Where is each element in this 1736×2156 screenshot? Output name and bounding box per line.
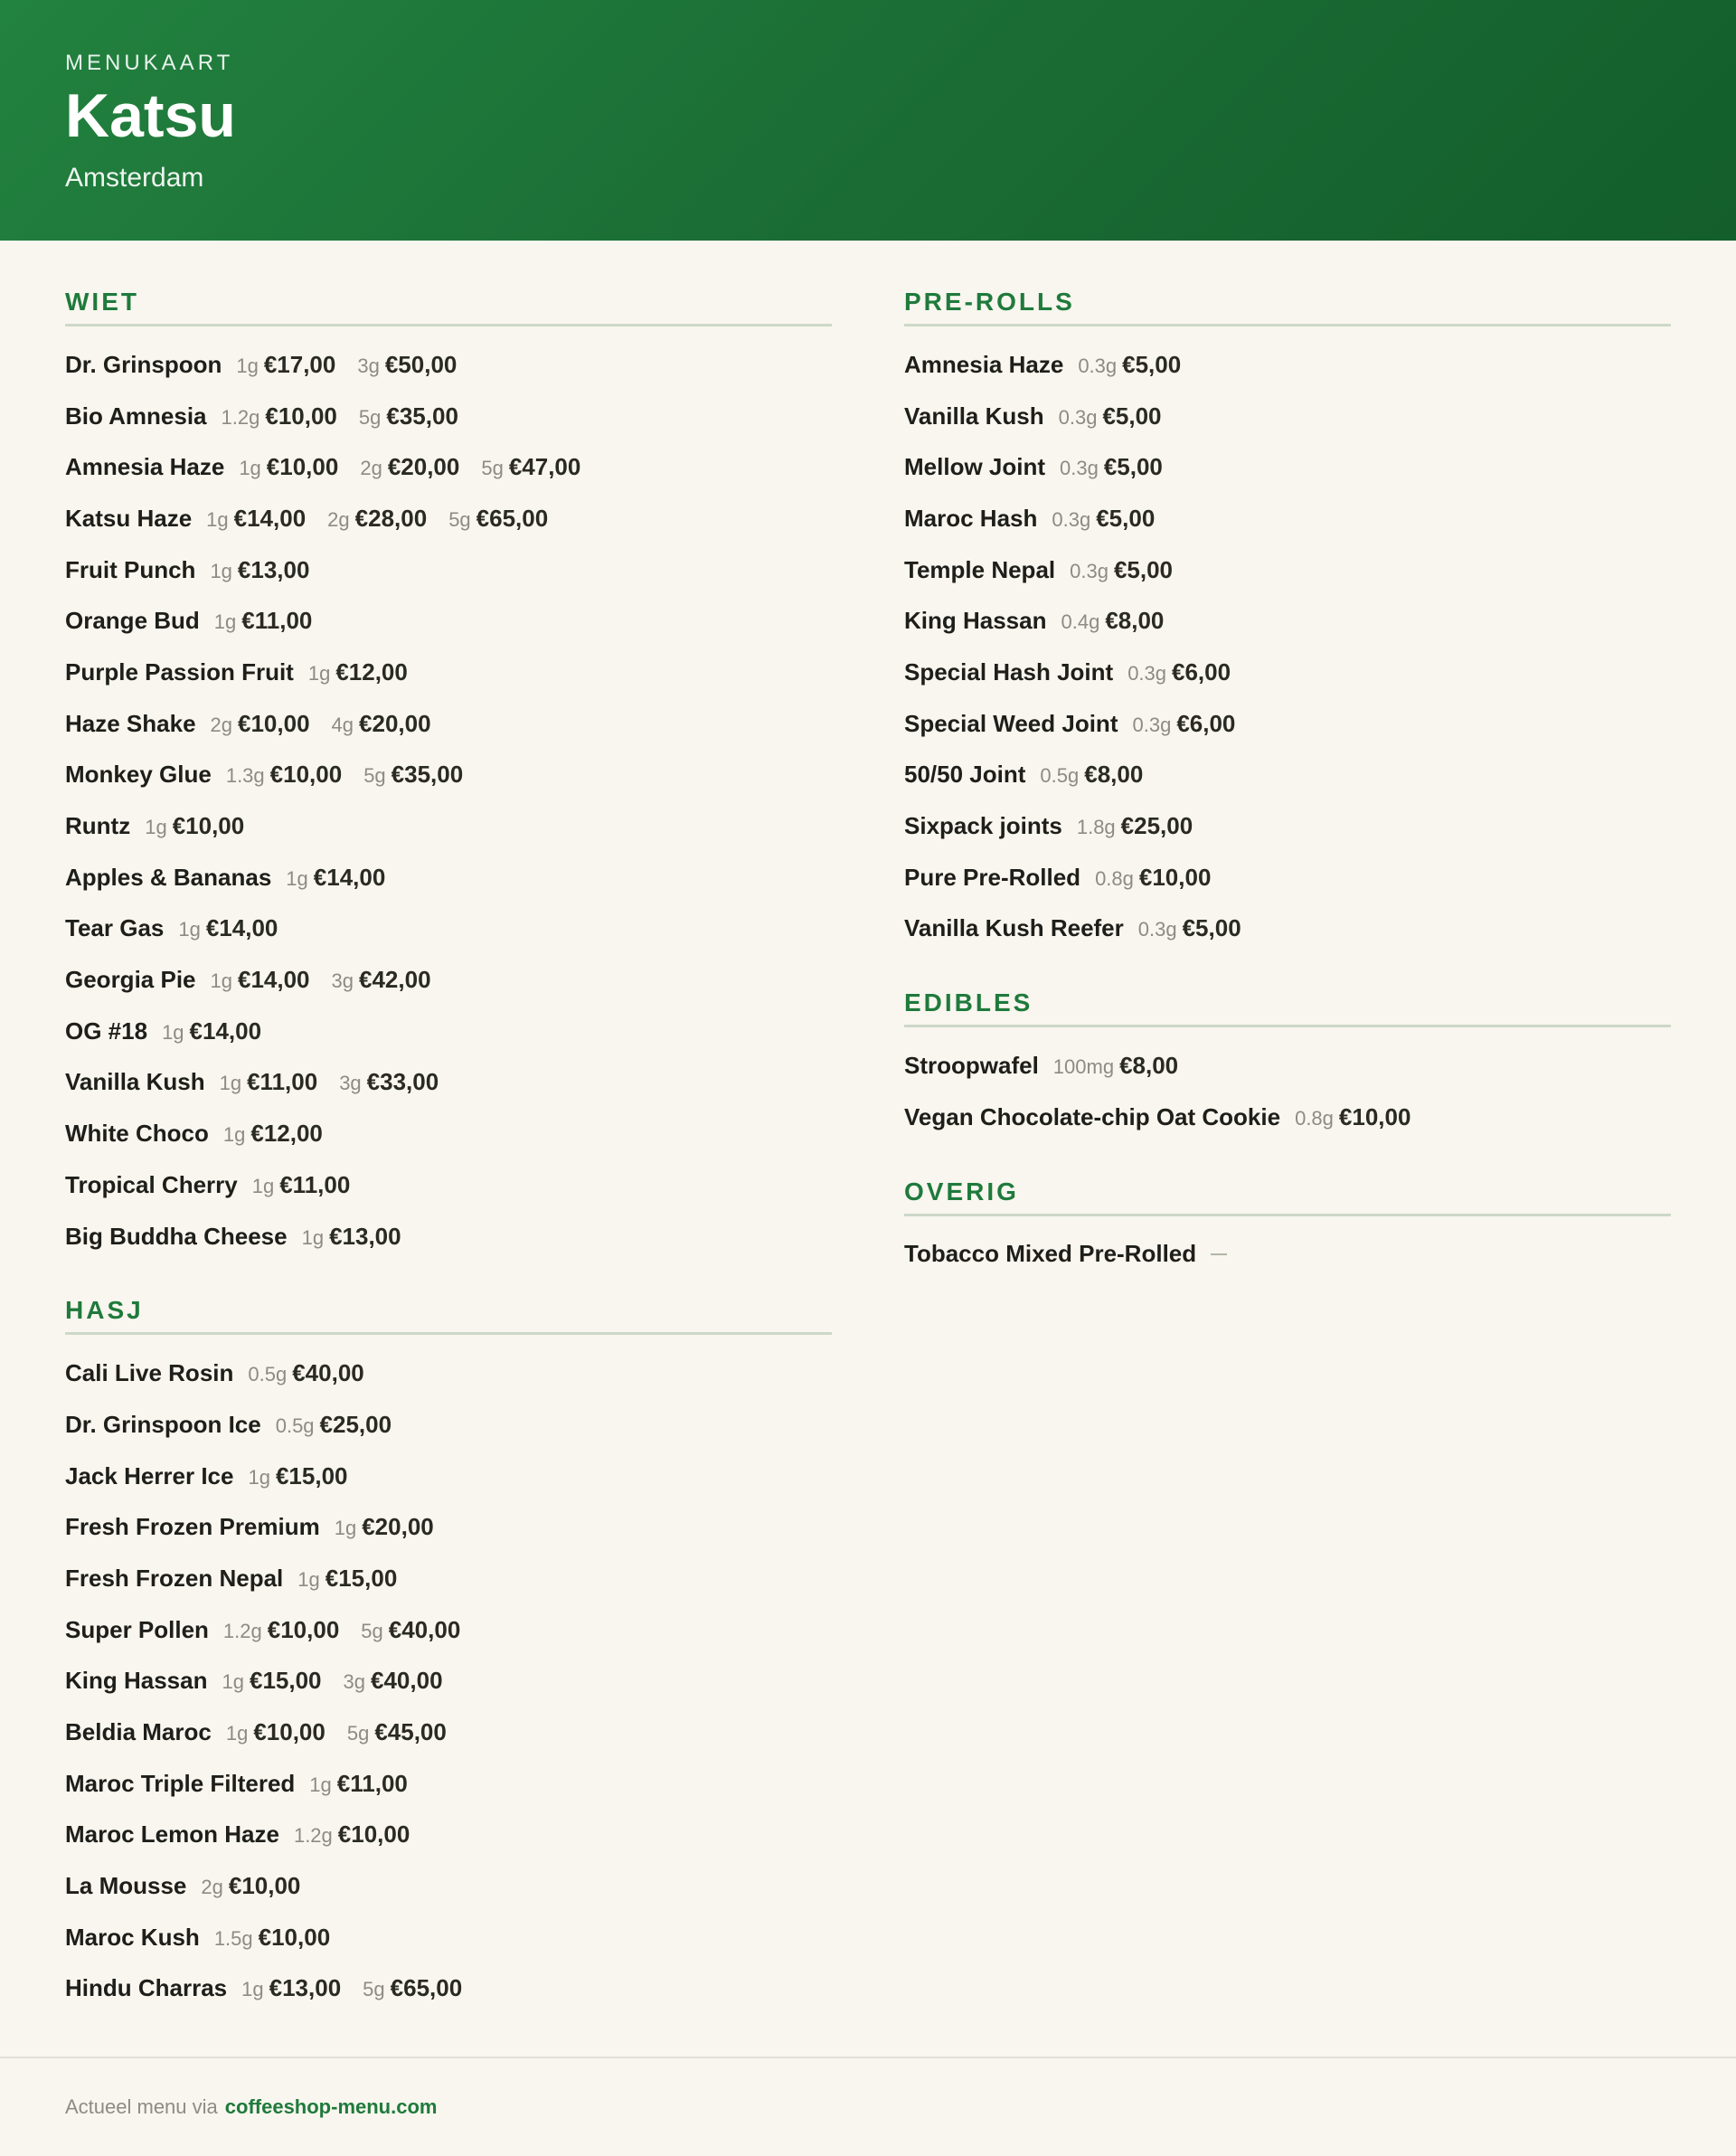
item-price: €10,00 xyxy=(1138,863,1212,891)
price-tier xyxy=(206,505,306,533)
item-price: €28,00 xyxy=(354,504,428,532)
price-tier xyxy=(1127,658,1231,686)
section-edibles xyxy=(904,988,1671,1142)
price-tier xyxy=(241,1974,341,2002)
price-tier xyxy=(339,1068,439,1096)
price-tier xyxy=(360,453,459,481)
item-quantity: 1g xyxy=(241,1978,264,2001)
item-quantity: 5g xyxy=(358,405,382,429)
price-tier xyxy=(223,1120,323,1148)
price-tier xyxy=(162,1017,261,1045)
menu-item xyxy=(65,1006,832,1057)
item-quantity: 1.8g xyxy=(1076,816,1116,839)
item-price: €10,00 xyxy=(266,453,339,481)
menu-item xyxy=(65,1860,832,1912)
item-quantity: 0.3g xyxy=(1058,405,1098,429)
price-tier xyxy=(309,1770,408,1798)
menu-column-right xyxy=(904,288,1671,2048)
section-title: HASJ xyxy=(65,1296,832,1335)
price-tier xyxy=(1059,402,1162,430)
item-quantity: 1g xyxy=(309,1773,332,1796)
item-price: €45,00 xyxy=(374,1718,447,1746)
item-quantity: 5g xyxy=(346,1722,370,1745)
item-price: €50,00 xyxy=(384,350,458,378)
item-price: €20,00 xyxy=(387,453,460,481)
menu-item xyxy=(65,391,832,442)
item-price: €15,00 xyxy=(325,1564,398,1592)
menu-item xyxy=(904,339,1671,391)
item-name: Tobacco Mixed Pre-Rolled xyxy=(904,1240,1197,1268)
item-name: Dr. Grinspoon xyxy=(65,350,222,378)
item-quantity: 1g xyxy=(301,1225,325,1249)
menu-item xyxy=(65,1501,832,1553)
item-name: Maroc Lemon Haze xyxy=(65,1820,279,1849)
item-name: Super Pollen xyxy=(65,1615,209,1643)
item-price: €11,00 xyxy=(279,1170,351,1198)
price-tier xyxy=(1132,710,1235,738)
item-name: Purple Passion Fruit xyxy=(65,657,294,686)
item-quantity: 1g xyxy=(286,866,308,890)
item-quantity: 3g xyxy=(331,969,354,993)
price-tier xyxy=(335,1513,434,1541)
item-quantity: 0.3g xyxy=(1127,661,1167,685)
item-price: €15,00 xyxy=(249,1667,322,1695)
menu-item xyxy=(65,954,832,1006)
menu-content xyxy=(0,241,1736,2048)
menu-item xyxy=(65,1348,832,1399)
item-price: €17,00 xyxy=(263,350,336,378)
price-tier xyxy=(1060,453,1163,481)
item-price: €65,00 xyxy=(390,1974,463,2002)
item-price: €5,00 xyxy=(1113,555,1174,583)
item-price: €20,00 xyxy=(362,1513,434,1541)
item-name: Tropical Cherry xyxy=(65,1170,238,1198)
item-quantity: 5g xyxy=(363,1978,385,2001)
menu-item xyxy=(65,1656,832,1707)
item-price: €5,00 xyxy=(1096,504,1156,532)
menu-eyebrow: MENUKAART xyxy=(65,51,234,75)
item-price: €10,00 xyxy=(265,402,337,430)
item-price: €8,00 xyxy=(1105,607,1165,635)
item-quantity: 3g xyxy=(343,1670,365,1694)
shop-name: Katsu xyxy=(65,81,236,150)
menu-item xyxy=(904,1040,1671,1092)
menu-item xyxy=(904,852,1671,903)
menu-item xyxy=(904,441,1671,493)
item-price: €10,00 xyxy=(267,1615,340,1643)
item-quantity: 1g xyxy=(162,1020,184,1044)
menu-item xyxy=(65,1707,832,1758)
price-tier xyxy=(302,1223,401,1251)
price-tier xyxy=(239,453,338,481)
price-tier xyxy=(1078,351,1181,379)
item-quantity: 5g xyxy=(448,507,471,531)
item-price: €12,00 xyxy=(250,1120,323,1148)
section-title: WIET xyxy=(65,288,832,326)
price-tier xyxy=(223,1616,339,1644)
menu-item xyxy=(904,544,1671,596)
price-tier xyxy=(236,351,335,379)
menu-item xyxy=(65,595,832,647)
menu-item xyxy=(65,1159,832,1211)
price-tier xyxy=(226,761,342,789)
item-price: €14,00 xyxy=(189,1017,262,1045)
item-quantity: 3g xyxy=(339,1072,362,1095)
price-tier xyxy=(332,966,431,994)
item-name: Maroc Triple Filtered xyxy=(65,1769,296,1797)
item-quantity: 1.2g xyxy=(221,405,260,429)
price-tier xyxy=(347,1718,447,1746)
item-quantity: 0.5g xyxy=(275,1414,315,1437)
item-name: Monkey Glue xyxy=(65,761,212,789)
item-name: Katsu Haze xyxy=(65,504,193,532)
item-price: €6,00 xyxy=(1176,709,1236,737)
item-quantity: 0.3g xyxy=(1137,918,1177,941)
item-quantity: 0.3g xyxy=(1132,713,1172,736)
item-quantity: 0.4g xyxy=(1061,610,1100,634)
item-quantity: 1g xyxy=(222,1123,246,1147)
item-name: King Hassan xyxy=(904,607,1047,635)
item-price: €33,00 xyxy=(366,1068,439,1096)
item-price: €11,00 xyxy=(247,1068,318,1096)
item-name: Fresh Frozen Premium xyxy=(65,1513,320,1541)
menu-item xyxy=(65,903,832,955)
price-tier xyxy=(344,1667,443,1695)
item-price: €5,00 xyxy=(1102,402,1162,430)
menu-item xyxy=(904,750,1671,801)
section-title: EDIBLES xyxy=(904,988,1671,1027)
item-quantity: 3g xyxy=(357,354,380,377)
item-quantity: 1g xyxy=(219,1072,242,1095)
item-quantity: 4g xyxy=(331,713,354,736)
item-name: Stroopwafel xyxy=(904,1052,1039,1080)
price-tier xyxy=(1095,864,1211,892)
item-quantity: 1g xyxy=(145,816,167,839)
menu-item xyxy=(65,1963,832,2015)
item-name: Fruit Punch xyxy=(65,555,196,583)
price-tier xyxy=(1295,1103,1410,1131)
menu-item xyxy=(65,750,832,801)
item-name: Mellow Joint xyxy=(904,453,1045,481)
item-price: €10,00 xyxy=(253,1718,326,1746)
item-quantity: 1g xyxy=(225,1722,249,1745)
item-name: Maroc Hash xyxy=(904,504,1038,532)
item-quantity: 0.3g xyxy=(1070,559,1109,582)
item-price: €8,00 xyxy=(1119,1052,1179,1080)
menu-item xyxy=(65,1912,832,1963)
price-tier xyxy=(361,1616,460,1644)
item-quantity: 0.3g xyxy=(1078,354,1118,377)
menu-item xyxy=(65,1399,832,1451)
item-price: €13,00 xyxy=(237,555,310,583)
price-tier xyxy=(1061,607,1165,635)
menu-item xyxy=(65,1057,832,1109)
item-quantity: 1g xyxy=(251,1174,275,1197)
menu-item xyxy=(904,800,1671,852)
item-price: €5,00 xyxy=(1182,914,1241,942)
menu-item xyxy=(65,339,832,391)
price-tier xyxy=(222,402,337,430)
menu-item xyxy=(65,493,832,544)
menu-item xyxy=(65,698,832,750)
item-name: Pure Pre-Rolled xyxy=(904,863,1081,891)
section-title: OVERIG xyxy=(904,1177,1671,1216)
item-quantity: 2g xyxy=(201,1876,223,1899)
menu-item xyxy=(904,595,1671,647)
price-tier xyxy=(294,1820,410,1849)
price-tier xyxy=(481,453,580,481)
item-price: €40,00 xyxy=(292,1359,364,1387)
item-name: 50/50 Joint xyxy=(904,761,1026,789)
item-name: Bio Amnesia xyxy=(65,402,207,430)
item-quantity: 0.5g xyxy=(248,1363,288,1386)
item-price: €11,00 xyxy=(336,1769,408,1797)
menu-item xyxy=(65,1758,832,1810)
item-price: €10,00 xyxy=(238,709,310,737)
item-price: €35,00 xyxy=(391,761,464,789)
item-price: €40,00 xyxy=(388,1615,461,1643)
item-quantity: 1.5g xyxy=(213,1926,253,1950)
item-price: €47,00 xyxy=(508,453,581,481)
price-tier xyxy=(211,966,310,994)
menu-item xyxy=(65,1211,832,1262)
section-overig xyxy=(904,1177,1671,1281)
price-tier xyxy=(201,1872,300,1900)
price-tier xyxy=(214,1924,330,1952)
item-price: €10,00 xyxy=(269,761,343,789)
menu-item xyxy=(65,1108,832,1159)
item-name: Big Buddha Cheese xyxy=(65,1222,288,1250)
menu-item xyxy=(65,852,832,903)
item-quantity: 1g xyxy=(222,1670,244,1694)
price-tier xyxy=(252,1171,351,1199)
item-name: Hindu Charras xyxy=(65,1974,228,2002)
menu-item xyxy=(904,1229,1671,1281)
section-pre-rolls xyxy=(904,288,1671,954)
item-quantity: 0.8g xyxy=(1095,866,1134,890)
section-wiet xyxy=(65,288,832,1262)
item-quantity: 1g xyxy=(206,507,229,531)
item-price: €5,00 xyxy=(1103,453,1163,481)
item-price: €6,00 xyxy=(1172,657,1231,686)
menu-item xyxy=(904,1092,1671,1143)
item-name: Temple Nepal xyxy=(904,555,1056,583)
item-price: €10,00 xyxy=(337,1820,410,1849)
footer-text: Actueel menu via xyxy=(65,2095,218,2118)
shop-city: Amsterdam xyxy=(65,163,204,193)
price-tier xyxy=(210,556,309,584)
item-quantity: 1.3g xyxy=(225,764,265,788)
item-name: Beldia Maroc xyxy=(65,1718,212,1746)
section-title: PRE-ROLLS xyxy=(904,288,1671,326)
price-tier xyxy=(248,1462,347,1490)
price-tier xyxy=(1138,914,1241,942)
item-quantity: 1g xyxy=(213,610,237,634)
item-name: Georgia Pie xyxy=(65,966,196,994)
no-price-dash xyxy=(1211,1253,1227,1255)
price-tier xyxy=(363,761,463,789)
menu-item xyxy=(65,800,832,852)
price-tier xyxy=(211,710,310,738)
menu-item xyxy=(904,698,1671,750)
item-quantity: 2g xyxy=(327,507,350,531)
item-quantity: 100mg xyxy=(1052,1055,1115,1079)
menu-item xyxy=(904,647,1671,698)
item-quantity: 1g xyxy=(248,1465,270,1489)
item-price: €42,00 xyxy=(359,966,431,994)
item-name: King Hassan xyxy=(65,1667,208,1695)
menu-item xyxy=(904,391,1671,442)
price-tier xyxy=(1053,1052,1178,1080)
item-name: Amnesia Haze xyxy=(65,453,225,481)
menu-item xyxy=(65,1604,832,1656)
price-tier xyxy=(286,864,385,892)
item-price: €14,00 xyxy=(313,863,386,891)
item-name: Amnesia Haze xyxy=(904,350,1064,378)
item-name: Special Weed Joint xyxy=(904,709,1118,737)
item-quantity: 1g xyxy=(178,918,201,941)
price-tier xyxy=(1040,761,1143,789)
item-name: Sixpack joints xyxy=(904,812,1062,840)
item-name: Maroc Kush xyxy=(65,1923,200,1951)
price-tier xyxy=(1077,812,1193,840)
price-tier xyxy=(178,914,278,942)
menu-footer xyxy=(0,2057,1736,2156)
menu-item xyxy=(65,1553,832,1604)
item-price: €10,00 xyxy=(228,1872,301,1900)
footer-link[interactable]: coffeeshop-menu.com xyxy=(224,2095,438,2118)
price-tier xyxy=(308,658,408,686)
item-quantity: 0.3g xyxy=(1052,507,1091,531)
item-name: La Mousse xyxy=(65,1872,187,1900)
menu-item xyxy=(65,647,832,698)
item-name: Vanilla Kush xyxy=(904,402,1044,430)
item-quantity: 5g xyxy=(363,764,386,788)
item-quantity: 1g xyxy=(236,354,259,377)
price-tier xyxy=(276,1411,392,1439)
price-tier xyxy=(248,1359,363,1387)
item-name: Tear Gas xyxy=(65,914,165,942)
item-name: Jack Herrer Ice xyxy=(65,1461,234,1489)
item-name: Fresh Frozen Nepal xyxy=(65,1564,284,1592)
item-name: White Choco xyxy=(65,1120,209,1148)
menu-column-left xyxy=(65,288,832,2048)
item-price: €10,00 xyxy=(258,1923,331,1951)
menu-item xyxy=(65,1810,832,1861)
item-quantity: 1g xyxy=(307,661,331,685)
price-tier xyxy=(297,1565,397,1593)
menu-item xyxy=(65,1451,832,1502)
item-price: €15,00 xyxy=(275,1461,348,1489)
item-price: €14,00 xyxy=(237,966,310,994)
item-name: Vanilla Kush xyxy=(65,1068,205,1096)
item-quantity: 0.3g xyxy=(1060,457,1099,480)
item-quantity: 2g xyxy=(210,713,233,736)
item-price: €25,00 xyxy=(319,1410,392,1438)
item-quantity: 1g xyxy=(297,1567,320,1591)
item-price: €65,00 xyxy=(476,504,549,532)
item-price: €12,00 xyxy=(335,657,408,686)
item-price: €10,00 xyxy=(172,812,245,840)
price-tier xyxy=(214,607,313,635)
item-price: €14,00 xyxy=(233,504,307,532)
item-price: €13,00 xyxy=(329,1222,401,1250)
menu-item xyxy=(65,544,832,596)
item-name: Dr. Grinspoon Ice xyxy=(65,1410,261,1438)
item-price: €8,00 xyxy=(1084,761,1144,789)
price-tier xyxy=(327,505,427,533)
price-tier xyxy=(363,1974,462,2002)
price-tier xyxy=(1052,505,1155,533)
item-price: €10,00 xyxy=(1338,1102,1411,1130)
item-quantity: 1g xyxy=(210,559,232,582)
item-quantity: 0.8g xyxy=(1295,1106,1334,1130)
item-quantity: 1g xyxy=(210,969,232,993)
price-tier xyxy=(448,505,548,533)
item-price: €14,00 xyxy=(205,914,278,942)
item-name: Haze Shake xyxy=(65,709,196,737)
item-price: €11,00 xyxy=(241,607,313,635)
item-name: Special Hash Joint xyxy=(904,657,1114,686)
item-quantity: 5g xyxy=(481,457,504,480)
item-quantity: 5g xyxy=(361,1619,383,1642)
menu-item xyxy=(65,441,832,493)
item-price: €40,00 xyxy=(371,1667,443,1695)
price-tier xyxy=(220,1068,318,1096)
price-tier xyxy=(222,1667,322,1695)
item-quantity: 1g xyxy=(239,457,261,480)
item-price: €25,00 xyxy=(1120,812,1194,840)
item-name: Vegan Chocolate-chip Oat Cookie xyxy=(904,1102,1281,1130)
price-tier xyxy=(359,402,458,430)
item-quantity: 2g xyxy=(360,457,382,480)
item-price: €35,00 xyxy=(386,402,458,430)
item-name: OG #18 xyxy=(65,1017,148,1045)
item-quantity: 1g xyxy=(334,1517,357,1540)
item-name: Orange Bud xyxy=(65,607,200,635)
price-tier xyxy=(145,812,244,840)
item-quantity: 1.2g xyxy=(222,1619,262,1642)
item-quantity: 1.2g xyxy=(293,1824,333,1848)
item-quantity: 0.5g xyxy=(1040,764,1080,788)
item-name: Runtz xyxy=(65,812,131,840)
price-tier xyxy=(226,1718,326,1746)
price-tier xyxy=(332,710,431,738)
menu-header xyxy=(0,0,1736,241)
section-hasj xyxy=(65,1296,832,2014)
item-price: €20,00 xyxy=(359,709,431,737)
item-name: Vanilla Kush Reefer xyxy=(904,914,1124,942)
price-tier xyxy=(357,351,457,379)
item-price: €13,00 xyxy=(269,1974,342,2002)
menu-item xyxy=(904,903,1671,955)
menu-item xyxy=(904,493,1671,544)
price-tier xyxy=(1070,556,1173,584)
item-name: Cali Live Rosin xyxy=(65,1359,234,1387)
item-price: €5,00 xyxy=(1122,350,1182,378)
item-name: Apples & Bananas xyxy=(65,863,272,891)
